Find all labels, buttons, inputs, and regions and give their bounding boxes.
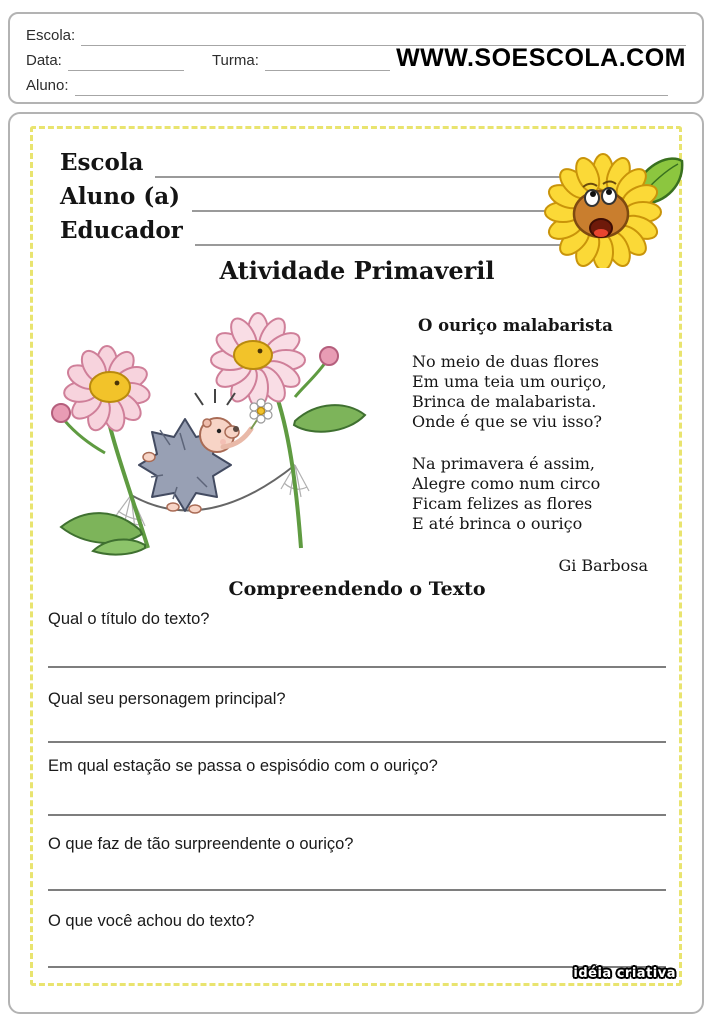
header-row-school [26,22,686,46]
date-input-line[interactable] [68,53,185,71]
field-row-educator [60,212,560,246]
answer-line[interactable] [48,814,666,816]
poem-line: Onde é que se viu isso? [412,412,602,431]
sunflower-icon [535,146,687,268]
poem-line: Brinca de malabarista. [412,392,597,411]
header-form [8,12,704,104]
poem-line: Ficam felizes as flores [412,494,593,513]
ws-student-label: Aluno (a) [60,183,181,210]
poem-line: Alegre como num circo [412,474,601,493]
poem [412,316,672,576]
poem-line: Em uma teia um ouriço, [412,372,607,391]
student-label: Aluno: [26,77,69,94]
hand-daisy [250,399,272,429]
date-label: Data: [26,52,62,69]
question-text: Em qual estação se passa o espisódio com o ouriço? [48,757,438,775]
header-row-student [26,72,686,96]
ws-student-line[interactable] [192,188,560,212]
answer-line[interactable] [48,889,666,891]
section-title: Compreendendo o Texto [228,578,486,600]
poem-author: Gi Barbosa [558,556,648,575]
question-text: O que faz de tão surpreendente o ouriço? [48,835,354,853]
class-label: Turma: [211,52,259,69]
hedgehog-illustration [45,305,390,557]
poem-line: No meio de duas flores [412,352,600,371]
website-watermark: WWW.SOESCOLA.COM [396,44,686,72]
answer-line[interactable] [48,666,666,668]
question-text: Qual o título do texto? [48,610,210,628]
poem-line: E até brinca o ouriço [412,514,583,533]
poem-stanza-2 [412,454,672,534]
poem-line: Na primavera é assim, [412,454,596,473]
left-flower [52,346,151,555]
field-row-student [60,178,560,212]
question-text: Qual seu personagem principal? [48,690,286,708]
ws-school-label: Escola [60,149,144,176]
ws-school-line[interactable] [155,154,560,178]
poem-title: O ouriço malabarista [418,316,613,335]
poem-stanza-1 [412,352,672,432]
motion-lines [195,389,235,405]
student-input-line[interactable] [75,78,668,96]
publisher-logo: idéia criativa [573,966,676,981]
answer-line[interactable] [48,741,666,743]
worksheet-fields [60,144,560,246]
school-label: Escola: [26,27,76,44]
field-row-school [60,144,560,178]
header-row-date-class [26,44,686,72]
class-input-line[interactable] [265,53,390,71]
question-text: O que você achou do texto? [48,912,255,930]
ws-educator-line[interactable] [195,222,560,246]
ws-educator-label: Educador [60,217,183,244]
activity-title: Atividade Primaveril [219,256,495,285]
